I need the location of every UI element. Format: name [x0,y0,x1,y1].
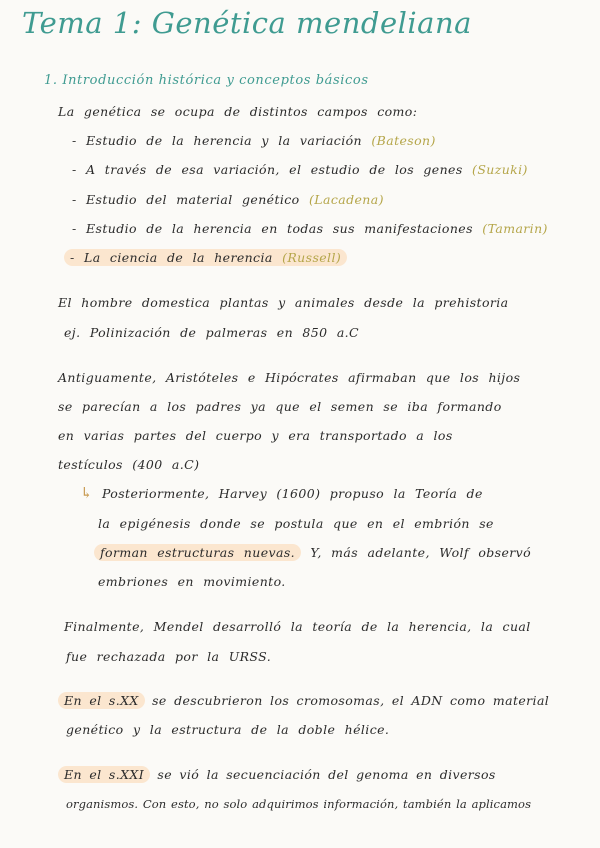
page-title: Tema 1: Genética mendeliana [22,6,472,40]
highlighted-text: forman estructuras nuevas. [94,544,301,561]
author-label: (Lacadena) [308,192,384,207]
paragraph-line: Finalmente, Mendel desarrolló la teoría de la herencia, la cual [64,619,531,634]
paragraph-line: se parecían a los padres ya que el semen se iba formando [58,399,502,414]
author-label: (Bateson) [371,133,436,148]
field-item: - Estudio de la herencia y la variación (Bateson) [72,133,436,148]
paragraph-line: testículos (400 a.C) [58,457,200,472]
paragraph-line: fue rechazada por la URSS. [66,649,272,664]
paragraph-line: El hombre domestica plantas y animales desde la prehistoria [58,295,509,310]
paragraph-line: genético y la estructura de la doble hélice. [66,722,390,737]
field-item: - A través de esa variación, el estudio de los genes (Suzuki) [72,162,528,177]
author-label: (Tamarin) [482,221,548,236]
intro-text: La genética se ocupa de distintos campos como: [58,104,418,119]
paragraph-line: la epigénesis donde se postula que en el embrión se [98,516,494,531]
paragraph-line: embriones en movimiento. [98,574,286,589]
paragraph-line: Posteriormente, Harvey (1600) propuso la Teoría de [102,486,483,501]
paragraph-line: organismos. Con esto, no solo adquirimos información, también la aplicamos [66,797,532,811]
paragraph-line: forman estructuras nuevas. Y, más adelante, Wolf observó [94,545,531,560]
field-item: - Estudio de la herencia en todas sus manifestaciones (Tamarin) [72,221,548,236]
paragraph-line: En el s.XXI se vió la secuenciación del genoma en diversos [58,767,496,782]
highlighted-text: En el s.XXI [58,766,150,783]
field-item: - Estudio del material genético (Lacadena) [72,192,384,207]
paragraph-line: En el s.XX se descubrieron los cromosomas, el ADN como material [58,693,549,708]
example-line: ej. Polinización de palmeras en 850 a.C [64,325,360,340]
highlighted-text: - La ciencia de la herencia (Russell) [64,249,347,266]
paragraph-line: en varias partes del cuerpo y era transportado a los [58,428,453,443]
author-label: (Suzuki) [472,162,528,177]
section-heading: 1. Introducción histórica y conceptos básicos [44,73,369,88]
paragraph-line: Antiguamente, Aristóteles e Hipócrates afirmaban que los hijos [58,370,521,385]
highlighted-text: En el s.XX [58,692,145,709]
field-item [64,250,347,265]
arrow-icon: ↳ [80,484,93,502]
